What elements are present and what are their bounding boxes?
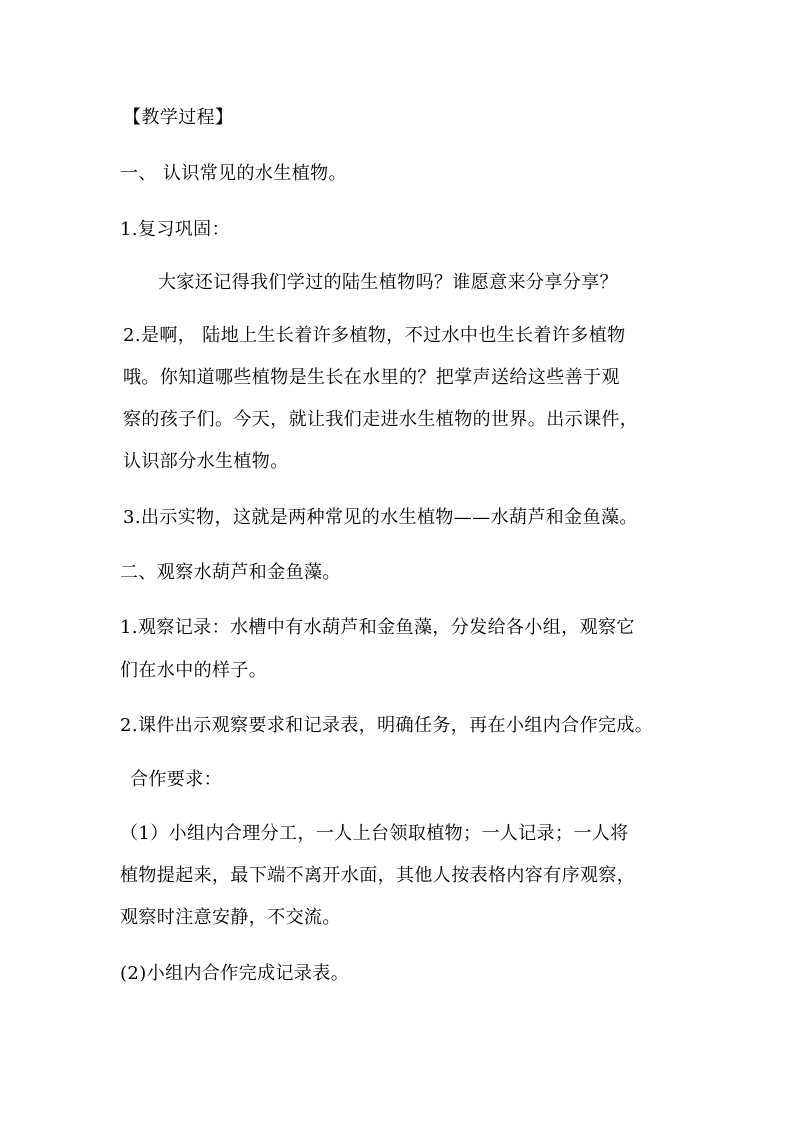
heading-recognize-aquatic-plants: 一、 认识常见的水生植物。 <box>120 163 347 184</box>
label-cooperation-requirements: 合作要求： <box>130 769 222 790</box>
requirement-1-line1: （1）小组内合理分工，一人上台领取植物；一人记录；一人将 <box>120 823 629 844</box>
paragraph-step2-line3: 察的孩子们。今天，就让我们走进水生植物的世界。出示课件， <box>123 409 639 430</box>
paragraph-observe-record-line2: 们在水中的样子。 <box>120 660 268 681</box>
paragraph-observe-record-line1: 1.观察记录：水槽中有水葫芦和金鱼藻，分发给各小组，观察它 <box>120 617 635 638</box>
section-heading-teaching-process: 【教学过程】 <box>123 107 234 128</box>
requirement-2: (2)小组内合作完成记录表。 <box>120 963 350 984</box>
paragraph-step2-line2: 哦。你知道哪些植物是生长在水里的？把掌声送给这些善于观 <box>123 367 620 388</box>
paragraph-step2-line1: 2.是啊， 陆地上生长着许多植物，不过水中也生长着许多植物 <box>123 325 626 346</box>
paragraph-courseware-task: 2.课件出示观察要求和记录表，明确任务，再在小组内合作完成。 <box>120 715 654 736</box>
requirement-1-line3: 观察时注意安静，不交流。 <box>120 907 341 928</box>
paragraph-step3: 3.出示实物，这就是两种常见的水生植物——水葫芦和金鱼藻。 <box>123 507 638 528</box>
step-review: 1.复习巩固： <box>120 219 230 240</box>
paragraph-step2-line4: 认识部分水生植物。 <box>123 451 289 472</box>
paragraph-review-question: 大家还记得我们学过的陆生植物吗？谁愿意来分享分享？ <box>158 272 618 293</box>
heading-observe-plants: 二、观察水葫芦和金鱼藻。 <box>120 562 341 583</box>
requirement-1-line2: 植物提起来，最下端不离开水面，其他人按表格内容有序观察， <box>120 865 636 886</box>
